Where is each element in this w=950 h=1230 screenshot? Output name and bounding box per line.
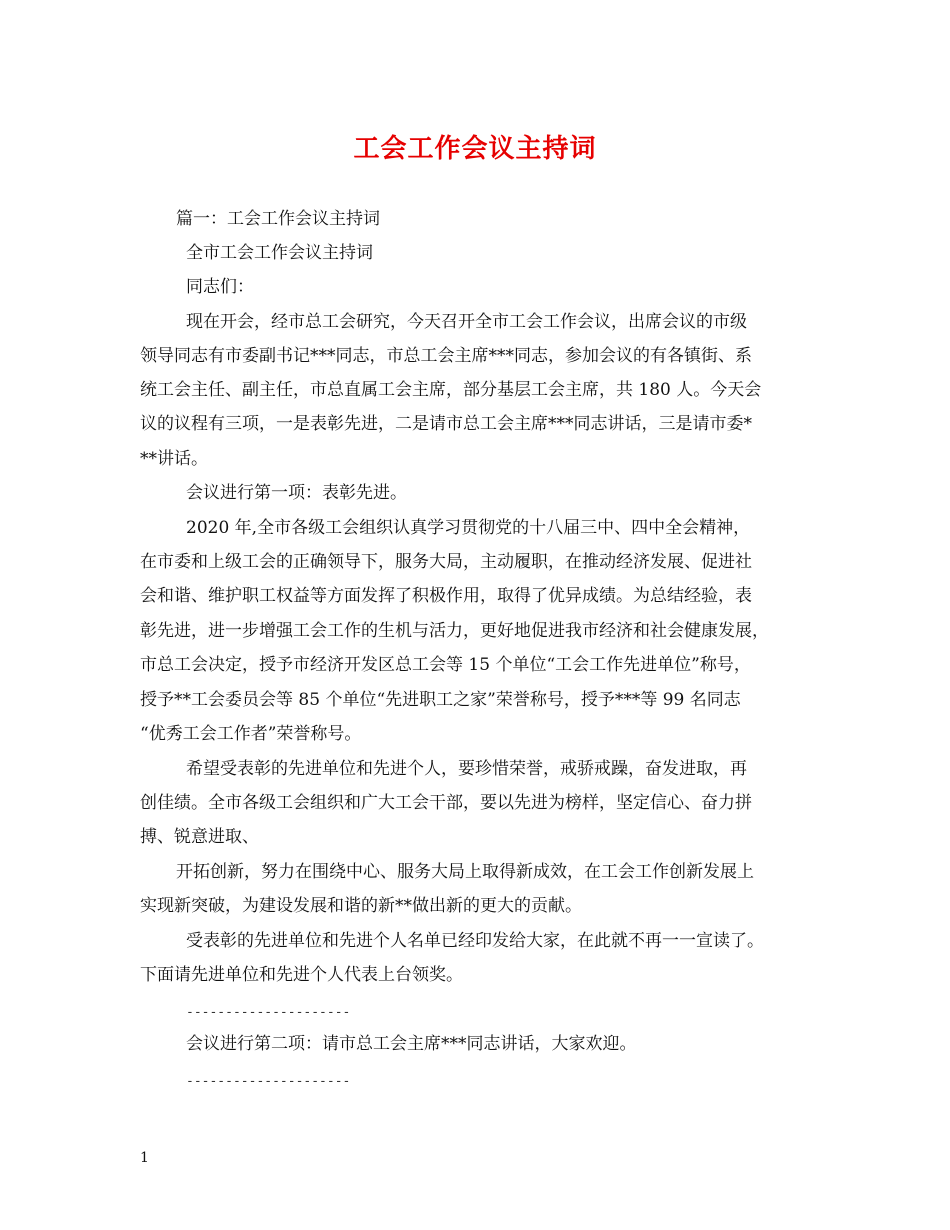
paragraph-line: 2020 年,全市各级工会组织认真学习贯彻党的十八届三中、四中全会精神， bbox=[186, 518, 751, 538]
paragraph-line: 下面请先进单位和先进个人代表上台领奖。 bbox=[140, 965, 463, 985]
paragraph-line: 在市委和上级工会的正确领导下，服务大局，主动履职，在推动经济发展、促进社 bbox=[140, 552, 752, 572]
paragraph-line: 领导同志有市委副书记***同志，市总工会主席***同志，参加会议的有各镇街、系 bbox=[140, 346, 752, 366]
paragraph-line: 会和谐、维护职工权益等方面发挥了积极作用，取得了优异成绩。为总结经验，表 bbox=[140, 586, 752, 606]
paragraph-line: 授予**工会委员会等 85 个单位“先进职工之家”荣誉称号，授予***等 99 名同志 bbox=[140, 690, 741, 710]
paragraph-line: 彰先进，进一步增强工会工作的生机与活力，更好地促进我市经济和社会健康发展， bbox=[140, 621, 769, 641]
paragraph-line: 搏、锐意进取、 bbox=[140, 827, 259, 847]
separator-line: --------------------- bbox=[186, 1074, 351, 1089]
speech-title: 全市工会工作会议主持词 bbox=[186, 243, 373, 263]
paragraph-line: 创佳绩。全市各级工会组织和广大工会干部，要以先进为榜样，坚定信心、奋力拼 bbox=[140, 793, 752, 813]
section-heading: 篇一：工会工作会议主持词 bbox=[176, 209, 380, 229]
paragraph-line: 现在开会，经市总工会研究，今天召开全市工会工作会议，出席会议的市级 bbox=[186, 312, 747, 332]
paragraph-line: 受表彰的先进单位和先进个人名单已经印发给大家，在此就不再一一宣读了。 bbox=[186, 931, 764, 951]
paragraph-line: 希望受表彰的先进单位和先进个人，要珍惜荣誉，戒骄戒躁，奋发进取，再 bbox=[186, 759, 747, 779]
page-number: 1 bbox=[140, 1150, 149, 1166]
paragraph-line: 实现新突破，为建设发展和谐的新**做出新的更大的贡献。 bbox=[140, 896, 582, 916]
paragraph-line: 开拓创新，努力在围绕中心、服务大局上取得新成效，在工会工作创新发展上 bbox=[176, 862, 754, 882]
document-title: 工会工作会议主持词 bbox=[353, 134, 597, 164]
salutation: 同志们： bbox=[186, 277, 254, 297]
paragraph-line: 议的议程有三项，一是表彰先进，二是请市总工会主席***同志讲话，三是请市委* bbox=[140, 414, 752, 434]
agenda-item-two: 会议进行第二项：请市总工会主席***同志讲话，大家欢迎。 bbox=[186, 1034, 637, 1054]
paragraph-line: 市总工会决定，授予市经济开发区总工会等 15 个单位“工会工作先进单位”称号， bbox=[140, 655, 751, 675]
paragraph-line: 统工会主任、副主任，市总直属工会主席，部分基层工会主席，共 180 人。今天会 bbox=[140, 380, 762, 400]
paragraph-line: **讲话。 bbox=[140, 449, 208, 469]
separator-line: --------------------- bbox=[186, 1005, 351, 1020]
agenda-item-one: 会议进行第一项：表彰先进。 bbox=[186, 483, 407, 503]
paragraph-line: “优秀工会工作者”荣誉称号。 bbox=[140, 724, 362, 744]
